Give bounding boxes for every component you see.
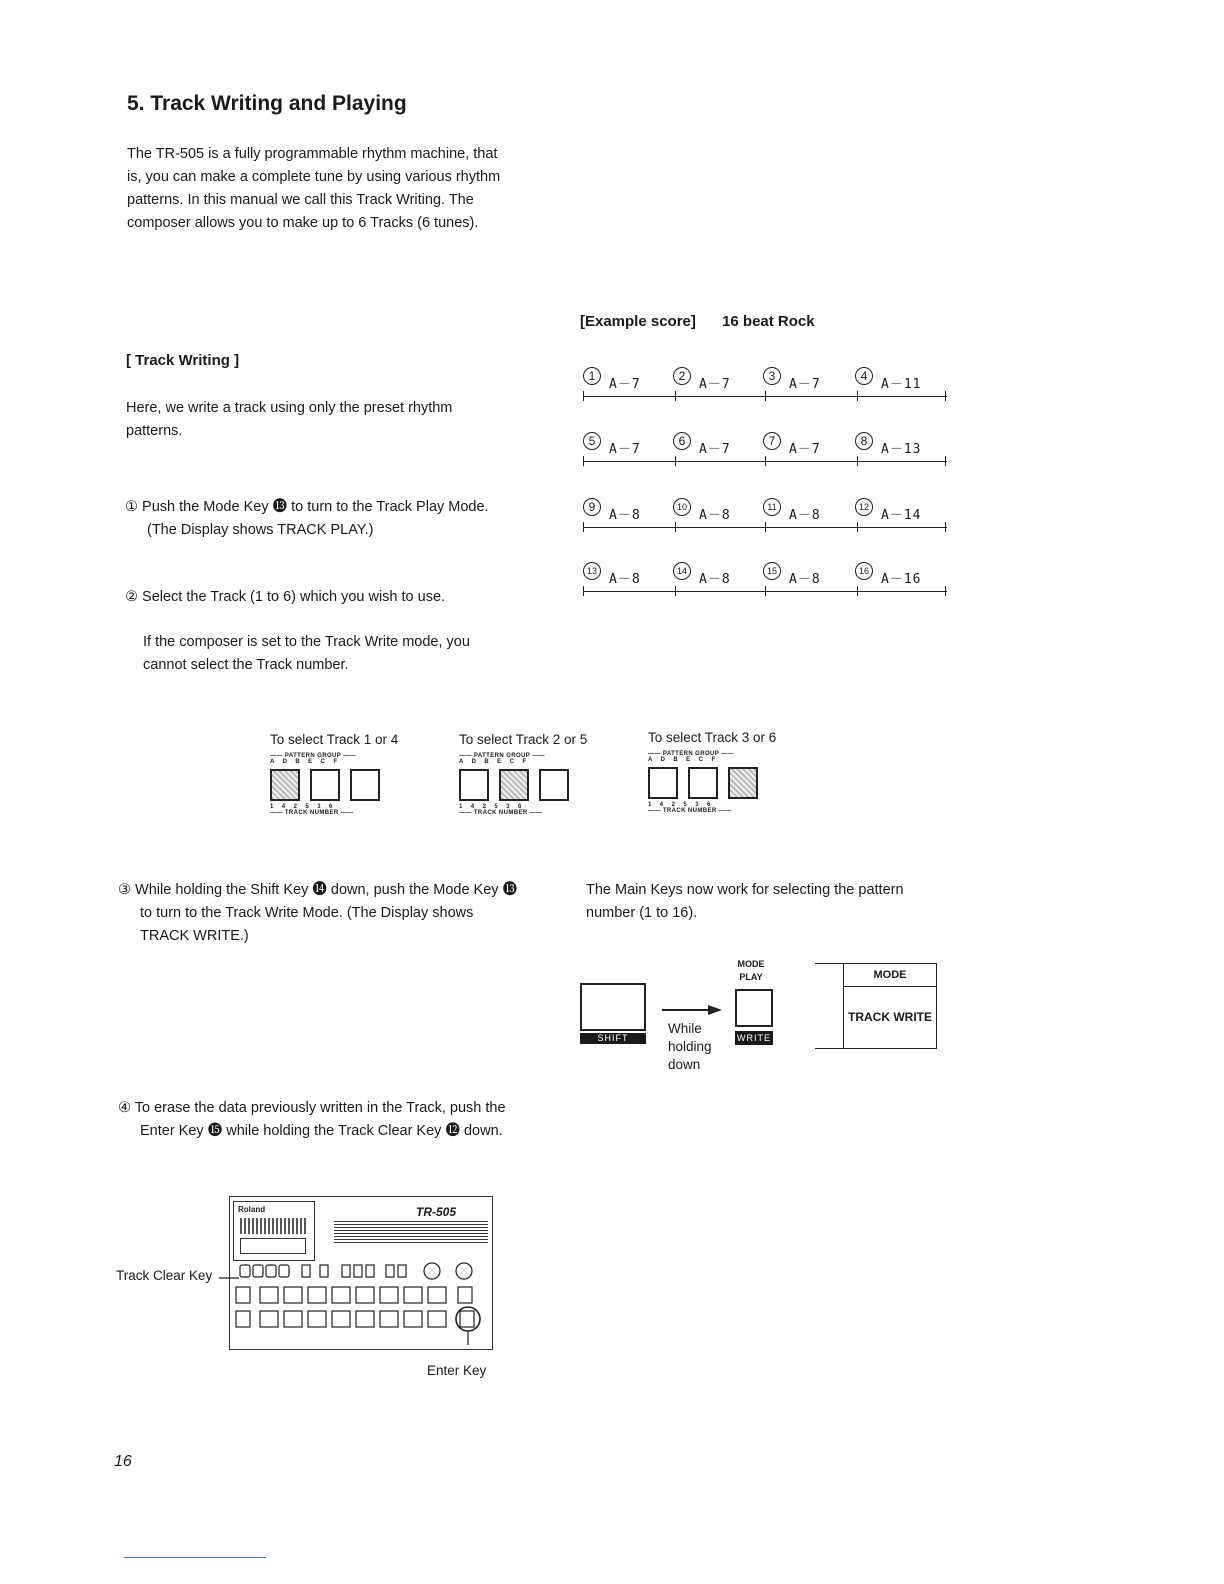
track-select-diagram — [648, 730, 798, 814]
pattern-label: A－13 — [881, 442, 922, 457]
score-cell — [763, 498, 821, 523]
track-key — [459, 769, 489, 801]
track-key-active — [499, 769, 529, 801]
score-tick — [945, 456, 946, 466]
group-letters: A D B E C F — [270, 759, 338, 765]
track-number-label: —— TRACK NUMBER —— — [270, 810, 354, 816]
score-row — [583, 432, 947, 472]
shift-label: SHIFT — [580, 1033, 646, 1044]
measure-number: 13 — [583, 562, 601, 580]
score-tick — [675, 456, 676, 466]
device-key — [404, 1287, 422, 1303]
pattern-label: A－8 — [699, 572, 731, 587]
speaker-grille — [334, 1221, 488, 1243]
track-select-diagram — [459, 732, 609, 816]
pattern-label: A－8 — [699, 508, 731, 523]
measure-number: 1 — [583, 367, 601, 385]
track-numbers: 1 4 2 5 3 6 — [648, 802, 711, 808]
score-cell — [855, 562, 922, 587]
track-key — [350, 769, 380, 801]
score-cell — [855, 367, 922, 392]
score-tick — [765, 456, 766, 466]
score-cell — [583, 432, 641, 457]
pattern-label: A－7 — [789, 377, 821, 392]
device-key — [380, 1311, 398, 1327]
device-key — [428, 1287, 446, 1303]
score-cell — [763, 562, 821, 587]
group-letters: A D B E C F — [459, 759, 527, 765]
lcd-icon — [240, 1218, 306, 1234]
measure-number: 2 — [673, 367, 691, 385]
shift-key — [580, 983, 646, 1031]
pattern-label: A－11 — [881, 377, 922, 392]
measure-number: 7 — [763, 432, 781, 450]
track-number-label: —— TRACK NUMBER —— — [459, 810, 543, 816]
score-tick — [583, 456, 584, 466]
score-cell — [673, 432, 731, 457]
score-cell — [673, 562, 731, 587]
page-title: 5. Track Writing and Playing — [127, 92, 407, 115]
pattern-label: A－8 — [789, 508, 821, 523]
step-1: ① Push the Mode Key ⓭ to turn to the Track Play Mode. (The Display shows TRACK PLAY.) — [125, 499, 489, 538]
step-2: ② Select the Track (1 to 6) which you wish to use. — [125, 589, 446, 605]
device-key — [356, 1311, 374, 1327]
diagram-caption: To select Track 3 or 6 — [648, 730, 777, 745]
score-tick — [945, 391, 946, 401]
track-numbers: 1 4 2 5 3 6 — [459, 804, 522, 810]
device-key — [284, 1311, 302, 1327]
score-tick — [675, 391, 676, 401]
enter-key-label: Enter Key — [427, 1363, 487, 1378]
score-tick — [583, 586, 584, 596]
pattern-label: A－8 — [609, 508, 641, 523]
pattern-label: A－8 — [789, 572, 821, 587]
score-cell — [763, 367, 821, 392]
score-cell — [673, 367, 731, 392]
device-key — [404, 1311, 422, 1327]
score-label: [Example score] — [580, 313, 696, 330]
score-cell — [583, 367, 641, 392]
track-key — [539, 769, 569, 801]
track-keys — [459, 769, 609, 801]
device-key — [356, 1287, 374, 1303]
pattern-label: A－7 — [699, 442, 731, 457]
measure-number: 16 — [855, 562, 873, 580]
score-tick — [945, 522, 946, 532]
score-cell — [673, 498, 731, 523]
score-row — [583, 498, 947, 538]
mode-play-label: MODE PLAY — [737, 959, 765, 982]
page-number: 16 — [114, 1453, 132, 1470]
display-value: TRACK WRITE — [843, 986, 936, 1048]
section-intro: Here, we write a track using only the preset rhythm patterns. — [126, 400, 453, 439]
main-keys — [260, 1287, 446, 1327]
group-letters: A D B E C F — [648, 757, 716, 763]
measure-number: 3 — [763, 367, 781, 385]
pattern-group-label: —— PATTERN GROUP —— — [270, 753, 356, 759]
track-key — [688, 767, 718, 799]
score-row — [583, 367, 947, 407]
device-key — [380, 1287, 398, 1303]
arrow-right-icon — [660, 1003, 724, 1017]
device-key — [308, 1311, 326, 1327]
device-key — [260, 1287, 278, 1303]
device-key — [284, 1287, 302, 1303]
score-heading — [580, 313, 837, 330]
measure-number: 8 — [855, 432, 873, 450]
measure-number: 4 — [855, 367, 873, 385]
device-key — [332, 1311, 350, 1327]
score-row — [583, 562, 947, 602]
measure-number: 15 — [763, 562, 781, 580]
score-cell — [763, 432, 821, 457]
diagram-caption: To select Track 2 or 5 — [459, 732, 588, 747]
measure-number: 10 — [673, 498, 691, 516]
device-key — [428, 1311, 446, 1327]
tr505-illustration — [229, 1196, 493, 1350]
lcd-readout — [240, 1238, 306, 1254]
score-cell — [583, 562, 641, 587]
score-tick — [857, 586, 858, 596]
track-key-active — [728, 767, 758, 799]
track-keys — [648, 767, 798, 799]
section-heading: [ Track Writing ] — [126, 352, 240, 369]
intro-paragraph: The TR-505 is a fully programmable rhythm machine, that is, you can make a complete tune by using various rhythm patterns. In this manual we call this Track Writing. The composer allows you to make up to 6 Tracks (6 tunes). — [127, 146, 501, 231]
while-holding-text: While holding down — [668, 1021, 712, 1072]
measure-number: 6 — [673, 432, 691, 450]
write-label: WRITE — [737, 1033, 771, 1043]
score-tick — [675, 586, 676, 596]
score-tick — [765, 586, 766, 596]
device-key — [260, 1311, 278, 1327]
pattern-label: A－7 — [699, 377, 731, 392]
pattern-group-label: —— PATTERN GROUP —— — [459, 753, 545, 759]
pattern-group-label: —— PATTERN GROUP —— — [648, 751, 734, 757]
display-mode: MODE — [843, 964, 936, 987]
pattern-label: A－7 — [789, 442, 821, 457]
score-cell — [855, 432, 922, 457]
model-name: TR-505 — [416, 1205, 457, 1219]
diagram-caption: To select Track 1 or 4 — [270, 732, 399, 747]
score-tick — [857, 522, 858, 532]
step-4: ④ To erase the data previously written in the Track, push the Enter Key ⓯ while holding the Track Clear Key ⓬ down. — [118, 1100, 506, 1139]
track-numbers: 1 4 2 5 3 6 — [270, 804, 333, 810]
device-key — [332, 1287, 350, 1303]
score-tick — [945, 586, 946, 596]
measure-number: 11 — [763, 498, 781, 516]
track-key-active — [270, 769, 300, 801]
track-key — [310, 769, 340, 801]
pattern-label: A－16 — [881, 572, 922, 587]
score-cell — [583, 498, 641, 523]
score-tick — [583, 391, 584, 401]
pattern-label: A－14 — [881, 508, 922, 523]
measure-number: 12 — [855, 498, 873, 516]
measure-number: 14 — [673, 562, 691, 580]
track-key — [648, 767, 678, 799]
score-tick — [583, 522, 584, 532]
button-grid — [234, 1259, 490, 1345]
score-tick — [765, 522, 766, 532]
main-keys-note: The Main Keys now work for selecting the pattern number (1 to 16). — [586, 882, 904, 921]
measure-number: 9 — [583, 498, 601, 516]
pattern-label: A－7 — [609, 377, 641, 392]
step-3: ③ While holding the Shift Key ⓮ down, push the Mode Key ⓭ to turn to the Track Write Mode. (The Display shows TRACK WRITE.) — [118, 882, 518, 944]
score-name: 16 beat Rock — [722, 313, 815, 330]
measure-number: 5 — [583, 432, 601, 450]
track-clear-key-label: Track Clear Key — [116, 1268, 213, 1283]
pattern-label: A－8 — [609, 572, 641, 587]
track-select-diagram — [270, 732, 420, 816]
device-key — [308, 1287, 326, 1303]
score-tick — [857, 456, 858, 466]
score-tick — [857, 391, 858, 401]
score-cell — [855, 498, 922, 523]
track-keys — [270, 769, 420, 801]
track-number-label: —— TRACK NUMBER —— — [648, 808, 732, 814]
brand-logo: Roland — [238, 1205, 266, 1214]
score-tick — [765, 391, 766, 401]
mode-key — [735, 989, 773, 1027]
step-2-note: If the composer is set to the Track Write mode, you cannot select the Track number. — [143, 634, 470, 673]
pattern-label: A－7 — [609, 442, 641, 457]
footer-rule — [124, 1557, 266, 1558]
display — [815, 963, 937, 1049]
display-panel — [233, 1201, 315, 1261]
score-tick — [675, 522, 676, 532]
